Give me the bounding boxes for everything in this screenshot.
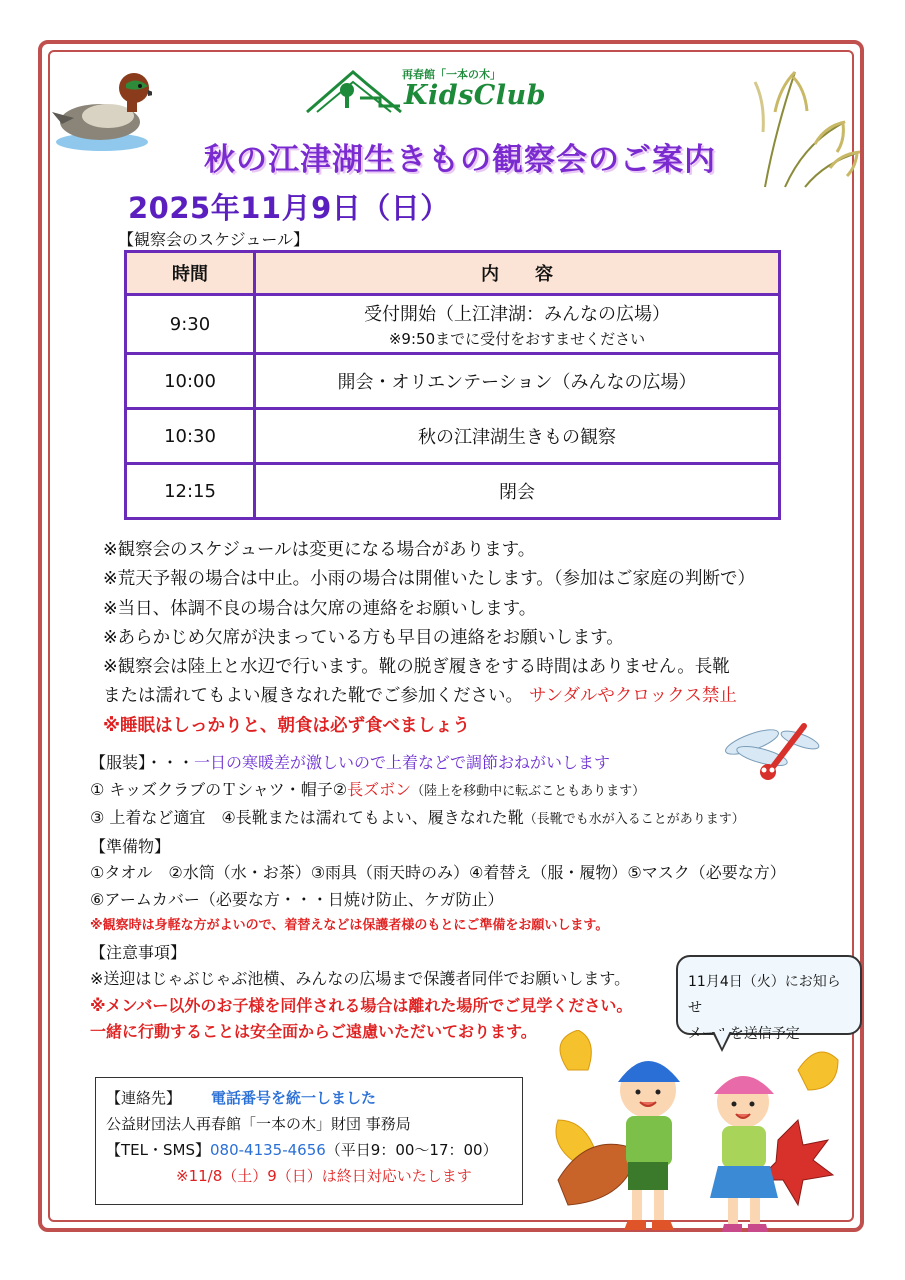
row-time: 12:15 [126,464,255,519]
row-time: 10:30 [126,409,255,464]
clothing-item-text: ③ 上着など適宜 ④長靴または濡れてもよい、履きなれた靴 [90,808,524,827]
clothing-item-line [90,805,830,834]
table-row [126,354,780,409]
row-content-text: 受付開始（上江津湖：みんなの広場） [364,303,670,325]
clothing-label: 【服装】・・・ [90,753,195,772]
table-row [126,409,780,464]
prep-label: 【準備物】 [90,836,171,856]
prep-item-line: ⑥アームカバー（必要な方・・・日焼け防止、ケガ防止） [90,889,504,909]
caution-line: ※送迎はじゃぶじゃぶ池横、みんなの広場まで保護者同伴でお願いします。 [90,969,631,988]
kids-illustration [548,1030,848,1245]
speech-bubble [676,955,862,1042]
row-content-note: ※9:50までに受付をおすませください [388,329,646,348]
clothing-item-note: （陸上を移動中に転ぶこともあります） [411,783,646,799]
contact-org: 公益財団法人再春館「一本の木」財団 事務局 [106,1115,411,1133]
event-date: 2025年11月9日（日） [128,191,450,225]
tel-label: 【TEL・SMS】 [106,1141,210,1159]
notes-list [103,536,843,741]
note-item [103,682,843,711]
note-item: ※あらかじめ欠席が決まっている方も早目の連絡をお願いします。 [103,627,624,648]
tel-hours: （平日9：00～17：00） [325,1141,498,1159]
bubble-line: メールを送信予定 [688,1026,800,1042]
clothing-item-line [90,777,830,806]
clothing-item-note: （長靴でも水が入ることがあります） [523,812,745,827]
tel-number[interactable]: 080-4135-4656 [209,1141,326,1159]
header-time: 時間 [126,252,255,295]
note-text: または濡れてもよい履きなれた靴でご参加ください。 [103,686,523,707]
contact-tel-line [106,1137,512,1163]
schedule-table [124,250,781,520]
row-content [255,295,780,354]
note-item: ※当日、体調不良の場合は欠席の連絡をお願いします。 [103,598,537,619]
sandal-warning: サンダルやクロックス禁止 [529,686,737,707]
note-item: ※観察会のスケジュールは変更になる場合があります。 [103,540,536,560]
row-content: 開会・オリエンテーション（みんなの広場） [255,354,780,409]
prep-item-line: ①タオル ②水筒（水・お茶）③雨具（雨天時のみ）④着替え（服・履物）⑤マスク（必要な方） [90,863,786,882]
row-time: 9:30 [126,295,255,354]
row-content: 秋の江津湖生きもの観察 [255,409,780,464]
page-title: 秋の江津湖生きもの観察会のご案内 [204,142,716,178]
prep-note: ※観察時は身軽な方がよいので、着替えなどは保護者様のもとにご準備をお願いします。 [90,918,609,933]
contact-label: 【連絡先】 [106,1089,182,1107]
contact-header [106,1085,512,1111]
row-content: 閉会 [255,464,780,519]
table-header-row [126,252,780,295]
table-row [126,464,780,519]
caution-label: 【注意事項】 [90,942,187,962]
row-time: 10:00 [126,354,255,409]
contact-box [95,1077,523,1205]
schedule-label: 【観察会のスケジュール】 [118,230,310,249]
long-pants-text: 長ズボン [347,779,412,799]
header-content: 内 容 [255,252,780,295]
table-row [126,295,780,354]
bubble-line: 11月4日（火）にお知らせ [688,974,841,1016]
logo-mountain-icon [305,68,405,118]
clothing-item-text: ① キッズクラブのＴシャツ・帽子② [90,779,348,799]
note-item: ※荒天予報の場合は中止。小雨の場合は開催いたします。（参加はご家庭の判断で） [103,569,756,590]
logo-kidsclub: KidsClub [404,80,547,111]
weekend-note: ※11/8（土）9（日）は終日対応いたします [176,1167,472,1185]
note-item-sleep: ※睡眠はしっかりと、朝食は必ず食べましょう [103,715,471,736]
clothing-line [90,750,830,777]
logo-subtitle: 再春館「一本の木」 [402,68,501,81]
clothing-desc: 一日の寒暖差が激しいので上着などで調節おねがいします [194,753,611,772]
phone-notice: 電話番号を統一しました [211,1089,377,1107]
note-item: ※観察会は陸上と水辺で行います。靴の脱ぎ履きをする時間はありません。長靴 [103,657,730,678]
caution-line: ※メンバー以外のお子様を同伴される場合は離れた場所でご見学ください。 [90,995,633,1015]
caution-line: 一緒に行動することは安全面からご遠慮いただいております。 [90,1022,537,1041]
